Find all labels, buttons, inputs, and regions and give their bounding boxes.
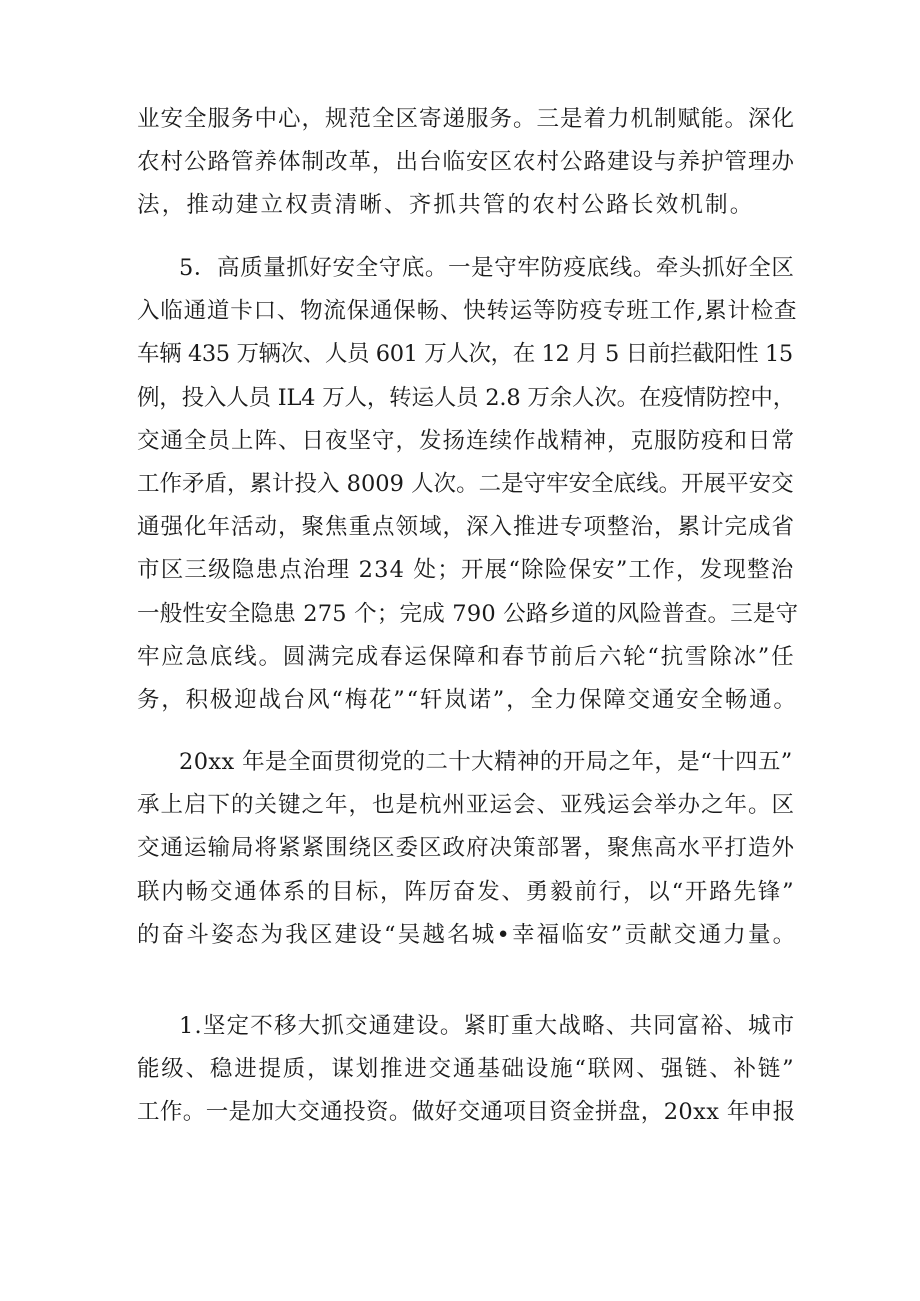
text-line: 交通运输局将紧紧围绕区委区政府决策部署，聚焦高水平打造外	[137, 835, 796, 862]
text-line: 农村公路管养体制改革，出台临安区农村公路建设与养护管理办	[137, 149, 796, 176]
text-line: 工作。一是加大交通投资。做好交通项目资金拼盘，20xx 年申报	[137, 1099, 796, 1126]
text-line: 承上启下的关键之年，也是杭州亚运会、亚残运会举办之年。区	[137, 792, 796, 819]
text-line: 的奋斗姿态为我区建设“吴越名城•幸福临安”贡献交通力量。	[137, 921, 798, 948]
paragraph-year-outlook	[137, 741, 797, 957]
text-line: 入临通道卡口、物流保通保畅、快转运等防疫专班工作,累计检查	[137, 298, 798, 325]
text-line: 通强化年活动，聚焦重点领域，深入推进专项整治，累计完成省	[137, 514, 796, 541]
text-line: 5．高质量抓好安全守底。一是守牢防疫底线。牵头抓好全区	[179, 255, 795, 281]
paragraph-safety-bottom-line	[137, 247, 797, 722]
paragraph-logistics-mechanism	[137, 98, 797, 228]
text-line: 交通全员上阵、日夜坚守，发扬连续作战精神，克服防疫和日常	[137, 427, 796, 454]
text-line: 务，积极迎战台风“梅花”“轩岚诺”，全力保障交通安全畅通。	[137, 686, 798, 713]
text-line: 一般性安全隐患 275 个；完成 790 公路乡道的风险普查。三是守	[137, 600, 799, 627]
text-line: 牢应急底线。圆满完成春运保障和春节前后六轮“抗雪除冰”任	[137, 643, 796, 670]
paragraph-transport-construction	[137, 1005, 797, 1135]
text-line: 能级、稳进提质，谋划推进交通基础设施“联网、强链、补链”	[137, 1056, 796, 1083]
text-line: 联内畅交通体系的目标，阵厉奋发、勇毅前行，以“开路先锋”	[137, 878, 796, 905]
text-line: 业安全服务中心，规范全区寄递服务。三是着力机制赋能。深化	[137, 106, 796, 132]
text-line: 例，投入人员 IL4 万人，转运人员 2.8 万余人次。在疫情防控中，	[137, 384, 796, 411]
text-line: 市区三级隐患点治理 234 处；开展“除险保安”工作，发现整治	[137, 557, 795, 584]
text-line: 工作矛盾，累计投入 8009 人次。二是守牢安全底线。开展平安交	[137, 470, 794, 497]
text-line: 法，推动建立权责清晰、齐抓共管的农村公路长效机制。	[137, 192, 755, 219]
text-line: 1.坚定不移大抓交通建设。紧盯重大战略、共同富裕、城市	[179, 1013, 796, 1039]
text-line: 20xx 年是全面贯彻党的二十大精神的开局之年，是“十四五”	[179, 749, 793, 775]
text-line: 车辆 435 万辆次、人员 601 万人次，在 12 月 5 日前拦截阳性 15	[137, 341, 793, 368]
